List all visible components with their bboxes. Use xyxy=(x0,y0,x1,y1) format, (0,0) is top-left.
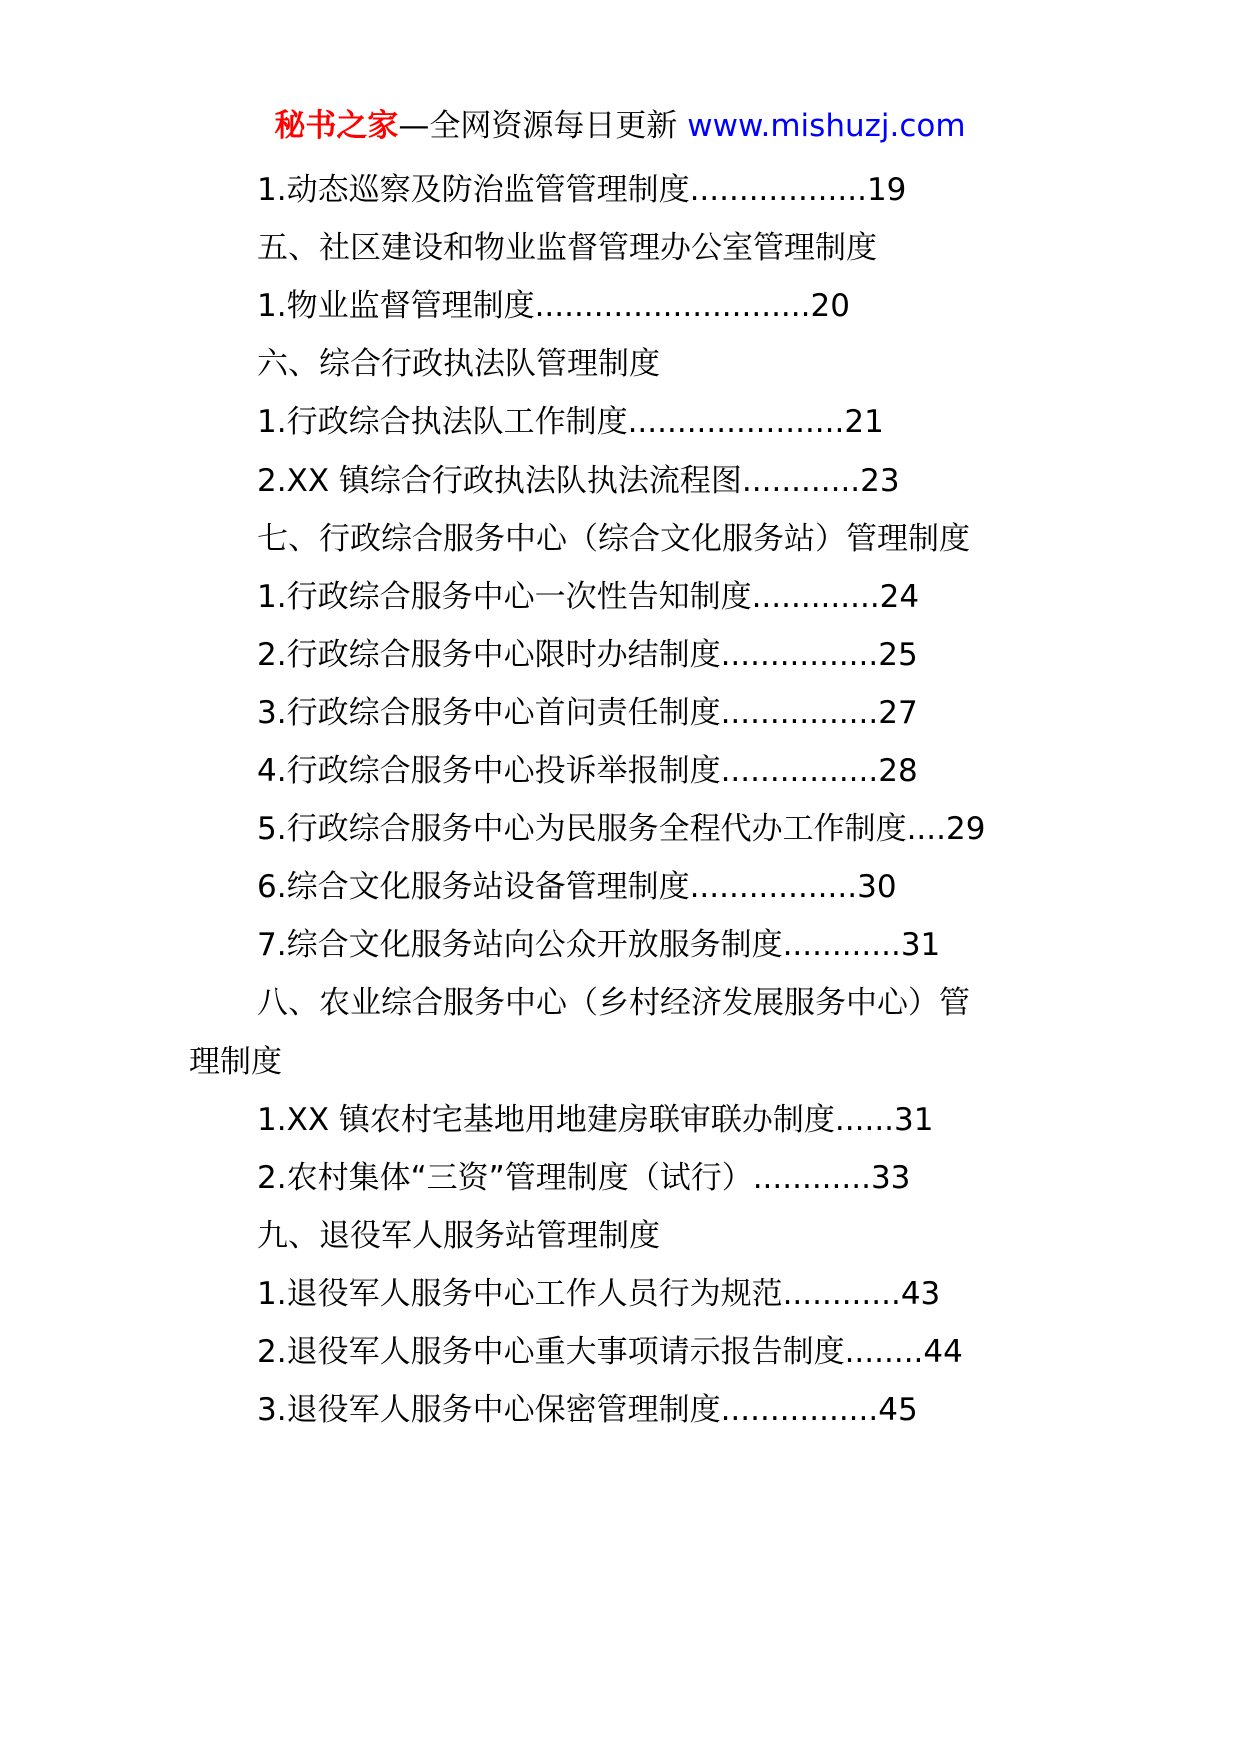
toc-item[interactable]: 6.综合文化服务站设备管理制度.................30 xyxy=(257,869,897,905)
toc-item[interactable]: 5.行政综合服务中心为民服务全程代办工作制度....29 xyxy=(257,811,986,847)
toc-item[interactable]: 1.行政综合执法队工作制度......................21 xyxy=(257,404,884,440)
toc-heading: 六、综合行政执法队管理制度 xyxy=(257,346,660,382)
brand-name: 秘书之家 xyxy=(274,108,399,144)
toc-item[interactable]: 2.农村集体“三资”管理制度（试行）............33 xyxy=(257,1160,911,1196)
toc-item[interactable]: 1.退役军人服务中心工作人员行为规范............43 xyxy=(257,1276,941,1312)
toc-item[interactable]: 1.物业监督管理制度............................20 xyxy=(257,288,850,324)
site-url-link[interactable]: www.mishuzj.com xyxy=(687,108,966,144)
toc-item[interactable]: 4.行政综合服务中心投诉举报制度................28 xyxy=(257,753,918,789)
toc-heading: 五、社区建设和物业监督管理办公室管理制度 xyxy=(257,230,877,266)
toc-item[interactable]: 2.XX 镇综合行政执法队执法流程图............23 xyxy=(257,463,900,499)
toc-item[interactable]: 7.综合文化服务站向公众开放服务制度............31 xyxy=(257,927,941,963)
toc-heading: 七、行政综合服务中心（综合文化服务站）管理制度 xyxy=(257,521,970,557)
page-header xyxy=(0,104,1240,148)
toc-item[interactable]: 2.退役军人服务中心重大事项请示报告制度........44 xyxy=(257,1334,963,1370)
toc-heading: 九、退役军人服务站管理制度 xyxy=(257,1218,660,1254)
toc-heading: 八、农业综合服务中心（乡村经济发展服务中心）管 xyxy=(257,985,970,1021)
toc-item[interactable]: 3.行政综合服务中心首问责任制度................27 xyxy=(257,695,918,731)
toc-item[interactable]: 1.动态巡察及防治监管管理制度..................19 xyxy=(257,172,907,208)
toc-item[interactable]: 1.行政综合服务中心一次性告知制度.............24 xyxy=(257,579,920,615)
toc-item[interactable]: 2.行政综合服务中心限时办结制度................25 xyxy=(257,637,918,673)
toc-item[interactable]: 1.XX 镇农村宅基地用地建房联审联办制度......31 xyxy=(257,1102,934,1138)
toc-item[interactable]: 3.退役军人服务中心保密管理制度................45 xyxy=(257,1392,918,1428)
toc-heading: 理制度 xyxy=(189,1044,282,1080)
header-slogan: —全网资源每日更新 xyxy=(398,108,688,144)
